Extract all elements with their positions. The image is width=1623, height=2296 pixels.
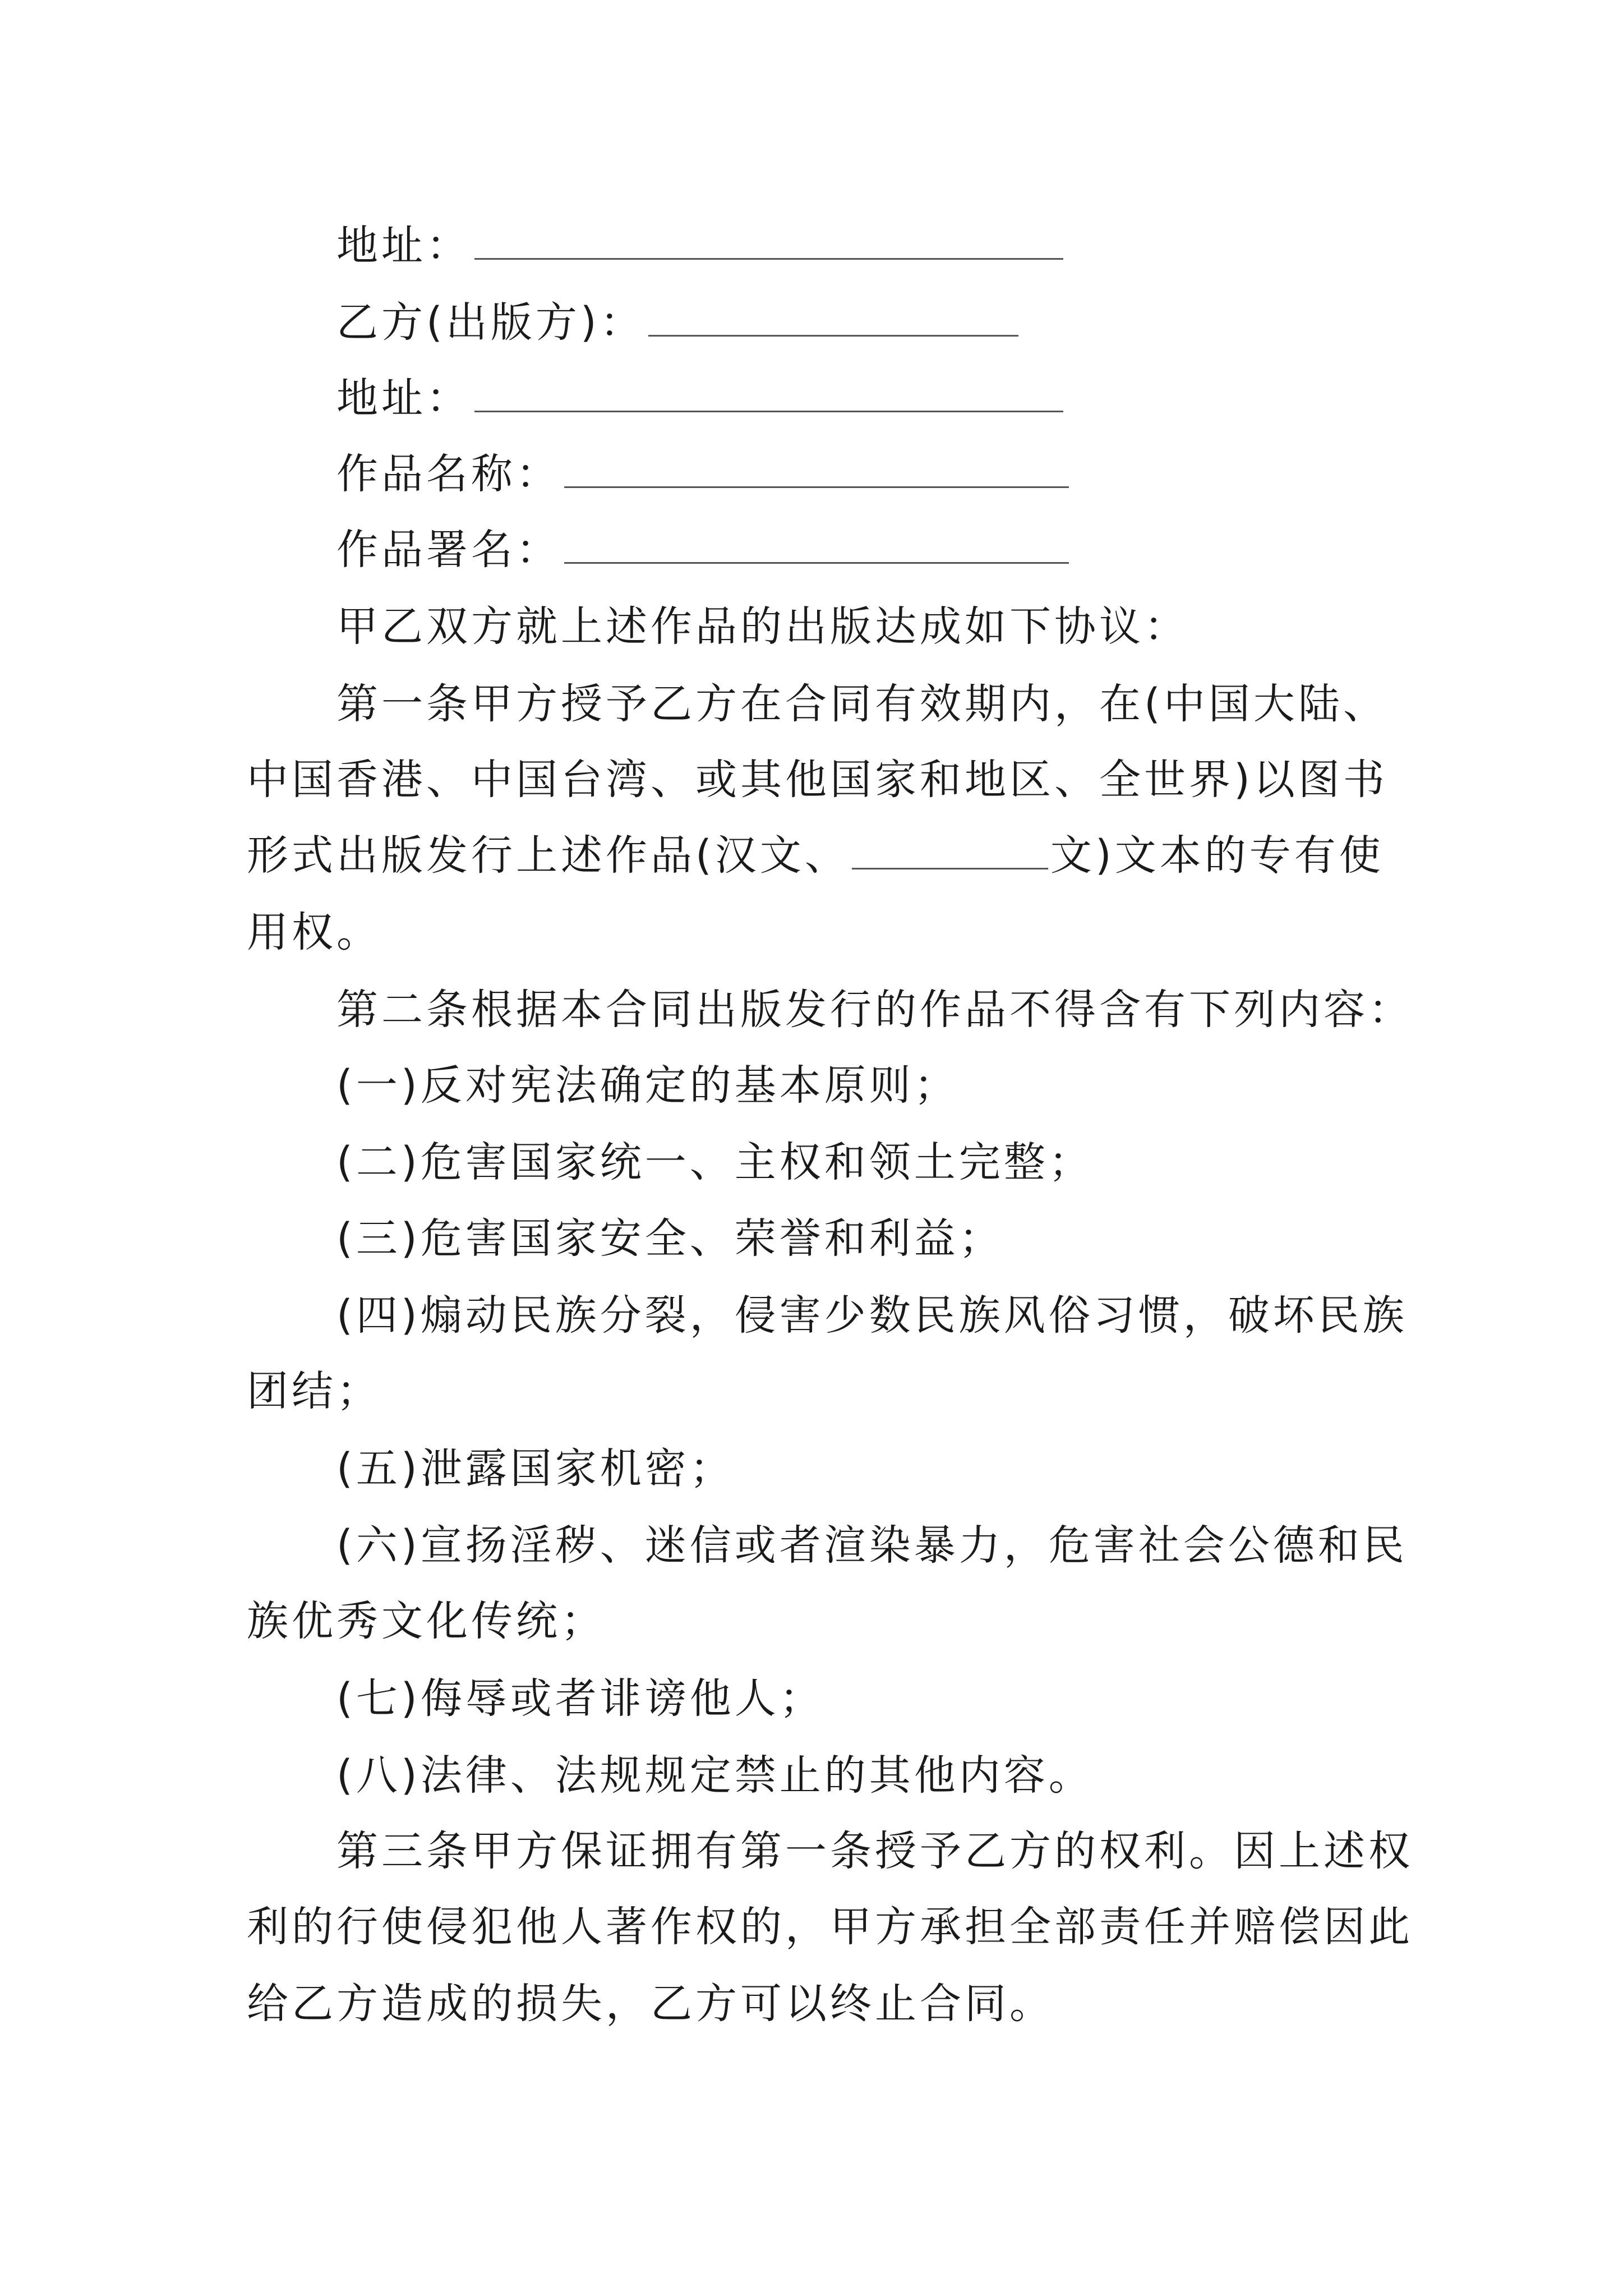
party-b-label: 乙方(出版方)：: [336, 298, 645, 347]
list-item-1: (一)反对宪法确定的基本原则；: [336, 1061, 959, 1110]
party-b-row: [336, 295, 1018, 351]
list-item-6-line1: (六)宣扬淫秽、迷信或者渲染暴力，危害社会公德和民: [336, 1521, 1408, 1570]
party-b-blank[interactable]: [648, 301, 1018, 337]
list-item-8: (八)法律、法规规定禁止的其他内容。: [336, 1751, 1094, 1800]
list-item-6-line2: 族优秀文化传统；: [247, 1597, 606, 1645]
article3-line1: 第三条甲方保证拥有第一条授予乙方的权利。因上述权: [336, 1827, 1413, 1875]
work-signature-label: 作品署名：: [336, 526, 561, 574]
article1-line1: 第一条甲方授予乙方在合同有效期内，在(中国大陆、: [336, 680, 1388, 728]
language-blank[interactable]: [852, 834, 1048, 869]
list-item-7: (七)侮辱或者诽谤他人；: [336, 1674, 824, 1723]
address1-label: 地址：: [336, 222, 471, 270]
article1-line4: 用权。: [247, 908, 381, 956]
list-item-4-line2: 团结；: [247, 1367, 381, 1415]
work-signature-row: [336, 522, 1069, 578]
list-item-3: (三)危害国家安全、荣誉和利益；: [336, 1214, 1004, 1263]
article1-line3: [247, 827, 1384, 884]
article1-line2: 中国香港、中国台湾、或其他国家和地区、全世界)以图书: [247, 756, 1388, 804]
article2-paragraph: 第二条根据本合同出版发行的作品不得含有下列内容：: [336, 986, 1413, 1034]
article1-line3-start: 形式出版发行上述作品(汉文、: [247, 831, 850, 880]
address2-blank[interactable]: [474, 377, 1063, 412]
article3-line3: 给乙方造成的损失，乙方可以终止合同。: [247, 1980, 1054, 2028]
intro-paragraph: 甲乙双方就上述作品的出版达成如下协议：: [336, 602, 1189, 651]
work-title-label: 作品名称：: [336, 450, 561, 498]
address2-row: [336, 370, 1063, 426]
address2-label: 地址：: [336, 374, 471, 422]
list-item-4-line1: (四)煽动民族分裂，侵害少数民族风俗习惯，破坏民族: [336, 1291, 1408, 1340]
article1-line3-end: 文)文本的专有使: [1050, 831, 1384, 880]
list-item-5: (五)泄露国家机密；: [336, 1444, 735, 1493]
work-signature-blank[interactable]: [564, 528, 1069, 564]
work-title-blank[interactable]: [564, 453, 1069, 488]
work-title-row: [336, 446, 1069, 502]
list-item-2: (二)危害国家统一、主权和领土完整；: [336, 1138, 1094, 1186]
article3-line2: 利的行使侵犯他人著作权的，甲方承担全部责任并赔偿因此: [247, 1903, 1413, 1951]
address1-row: [336, 218, 1063, 274]
address1-blank[interactable]: [474, 224, 1063, 260]
